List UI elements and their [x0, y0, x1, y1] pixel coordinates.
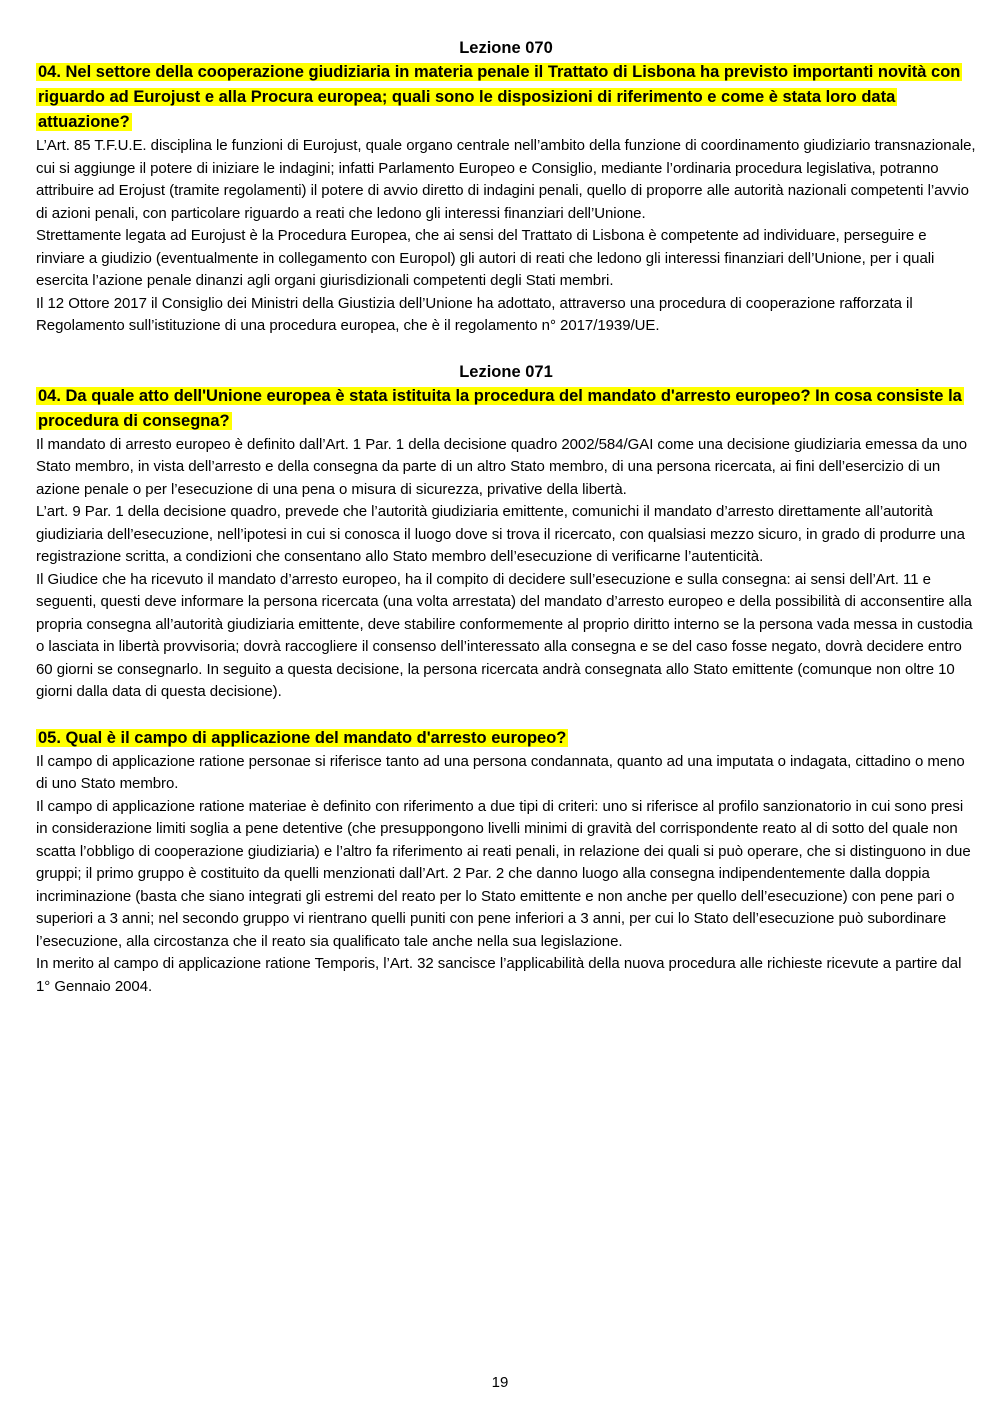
- question-highlight: 04. Nel settore della cooperazione giudiziaria in materia penale il Trattato di Lisbona ha previsto importanti novità con riguardo ad Eurojust e alla Procura europea; quali sono le disposizioni di riferimento e come è stata loro data attuazione?: [38, 63, 961, 131]
- answer-paragraph: L’art. 9 Par. 1 della decisione quadro, prevede che l’autorità giudiziaria emittente, comunichi il mandato d’arresto direttamente all’autorità giudiziaria dell’esecuzione, nell’ipotesi in cui si conosca il luogo dove si trova il ricercato, con qualsiasi mezzo sicuro, in grado di produrre una registrazione scritta, a condizioni che consentano allo Stato membro dell’esecuzione di verificarne l’autenticità.: [36, 503, 965, 565]
- answer-paragraph: Il Giudice che ha ricevuto il mandato d’arresto europeo, ha il compito di decidere sull’esecuzione e sulla consegna: ai sensi dell’Art. 11 e seguenti, questi deve informare la persona ricercata (una volta arrestata) del mandato d’arresto europeo e della possibilità di acconsentire alla propria consegna all’autorità giudiziaria emittente, deve stabilire conformemente al proprio diritto interno se la persona vada messa in custodia o lasciata in libertà provvisoria; dovrà raccogliere il consenso dell’interessato alla consegna e se del caso fosse negato, dovrà decidere entro 60 giorni se consegnarlo. In seguito a questa decisione, la persona ricercata andrà consegnata allo Stato emittente (comunque non oltre 10 giorni dalla data di questa decisione).: [36, 570, 973, 700]
- answer-paragraph: Il 12 Ottore 2017 il Consiglio dei Ministri della Giustizia dell’Unione ha adottato, attraverso una procedura di cooperazione rafforzata il Regolamento sull’istituzione di una procedura europea, che è il regolamento n° 2017/1939/UE.: [36, 294, 913, 334]
- document-page: [36, 36, 976, 1020]
- answer-paragraph: Il mandato di arresto europeo è definito dall’Art. 1 Par. 1 della decisione quadro 2002/584/GAI come una decisione giudiziaria emessa da uno Stato membro, in vista dell’arresto e della consegna da parte di un altro Stato membro, di una persona ricercata, ai fini dell’esercizio di un azione penale o per l’esecuzione di una pena o misura di sicurezza, privative della libertà.: [36, 435, 968, 498]
- lesson-section: [36, 36, 976, 338]
- question-heading: [36, 384, 976, 434]
- answer-paragraph: Il campo di applicazione ratione materiae è definito con riferimento a due tipi di criteri: uno si riferisce al profilo sanzionatorio in cui sono presi in considerazione limiti soglia a pene detentive (che presuppongono livelli minimi di gravità del corrispondente reato al di sotto del quale non scatta l’obbligo di cooperazione giudiziaria) e l’altro fa riferimento ai reati penali, in relazione dei quali si può operare, che si distinguono in due gruppi; il primo gruppo è costituito da quelli menzionati dall’Art. 2 Par. 2 che danno luogo alla consegna indipendentemente dalla doppia incriminazione (basta che siano integrati gli estremi del reato per lo Stato emittente e non anche per quello dell’esecuzione) con pene pari o superiori a 3 anni; nel secondo gruppo vi rientrano quelli puniti con pene inferiori a 3 anni, per cui lo Stato dell’esecuzione può subordinare l’esecuzione, alla circostanza che il reato sia qualificato tale anche nella sua legislazione.: [36, 797, 971, 950]
- lesson-title: Lezione 070: [459, 39, 553, 57]
- answer-paragraph: L’Art. 85 T.F.U.E. disciplina le funzioni di Eurojust, quale organo centrale nell’ambito della funzione di coordinamento giudiziario transnazionale, cui si aggiunge il potere di iniziare le indagini; infatti Parlamento Europeo e Consiglio, mediante l’ordinaria procedura legislativa, potranno attribuire ad Erojust (tramite regolamenti) il potere di avvio diretto di indagini penali, quello di proporre alle autorità nazionali competenti l’avvio di azioni penali, con particolare riguardo a reati che ledono gli interessi finanziari dell’Unione.: [36, 137, 976, 222]
- question-block: [36, 726, 976, 999]
- answer-paragraph: In merito al campo di applicazione ratione Temporis, l’Art. 32 sancisce l’applicabilità della nuova procedura alle richieste ricevute a partire dal 1° Gennaio 2004.: [36, 955, 962, 995]
- answer-paragraph: Strettamente legata ad Eurojust è la Procedura Europea, che ai sensi del Trattato di Lisbona è competente ad individuare, perseguire e rinviare a giudizio (eventualmente in collegamento con Europol) gli autori di reati che ledono gli interessi finanziari dell’Unione, per i quali esercita l’azione penale dinanzi agli organi giurisdizionali competenti degli Stati membri.: [36, 227, 935, 289]
- question-block: [36, 384, 976, 704]
- lesson-section: [36, 360, 976, 999]
- page-number: 19: [491, 1374, 509, 1391]
- question-heading: [36, 60, 976, 135]
- question-block: [36, 60, 976, 338]
- question-highlight: 05. Qual è il campo di applicazione del mandato d'arresto europeo?: [38, 728, 567, 747]
- question-heading: [36, 726, 976, 751]
- answer-paragraph: Il campo di applicazione ratione personae si riferisce tanto ad una persona condannata, quanto ad una imputata o indagata, cittadino o meno di uno Stato membro.: [36, 752, 965, 792]
- lesson-title: Lezione 071: [459, 362, 553, 381]
- question-highlight: 04. Da quale atto dell'Unione europea è stata istituita la procedura del mandato d'arresto europeo? In cosa consiste la procedura di consegna?: [38, 386, 962, 430]
